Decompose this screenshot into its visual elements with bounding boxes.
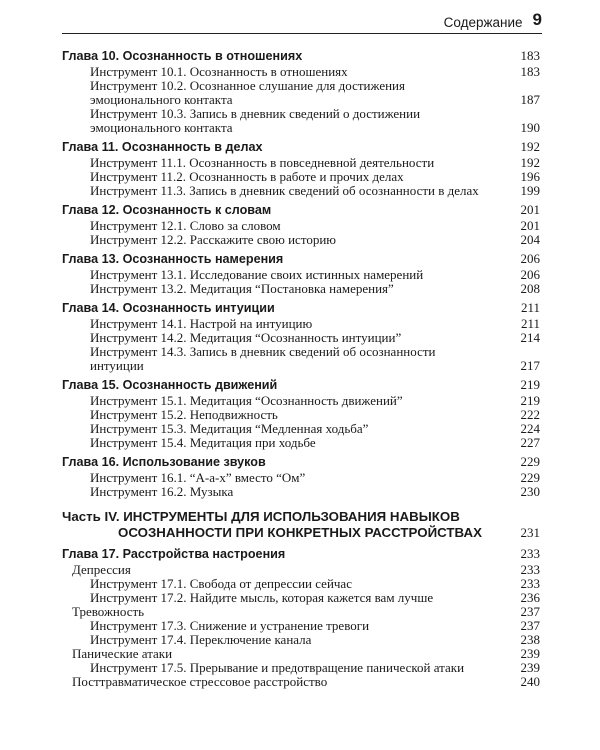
entry-title: [90, 107, 420, 135]
entry-title-line: Инструмент 15.4. Медитация при ходьбе: [90, 435, 316, 450]
entry-title-line: Инструмент 15.1. Медитация “Осознанность движений”: [90, 393, 403, 408]
page-ref: 219: [520, 393, 540, 408]
entry-title-line: Инструмент 16.2. Музыка: [90, 484, 234, 499]
toc-entry: [62, 619, 540, 633]
entry-title-line: Инструмент 14.3. Запись в дневник сведений об осознанности: [90, 344, 436, 359]
entry-title-line: Инструмент 12.2. Расскажите свою историю: [90, 232, 337, 247]
entry-title: [90, 331, 401, 345]
toc-entry: [62, 647, 540, 661]
page-ref: 183: [520, 64, 540, 79]
entry-title: [90, 65, 348, 79]
toc-entry: [62, 422, 540, 436]
entry-title-line: интуиции: [90, 358, 144, 373]
page-ref: 237: [520, 604, 540, 619]
entry-title-line: Инструмент 13.2. Медитация “Постановка намерения”: [90, 281, 394, 296]
entry-title-line: Инструмент 17.3. Снижение и устранение тревоги: [90, 618, 370, 633]
page-ref: 206: [520, 267, 540, 282]
page-number: 9: [532, 10, 542, 29]
entry-title-line: Тревожность: [72, 604, 145, 619]
entry-title: [90, 436, 316, 450]
entry-title: [90, 317, 312, 331]
toc-entry: [62, 408, 540, 422]
page-ref: 237: [520, 618, 540, 633]
page-ref: 211: [520, 300, 540, 315]
entry-title: [90, 619, 369, 633]
entry-title-line: Инструмент 14.1. Настрой на интуицию: [90, 316, 313, 331]
entry-title-line: Панические атаки: [72, 646, 173, 661]
chapter-title: Глава 13. Осознанность намерения: [62, 252, 284, 266]
running-head-title: Содержание: [443, 15, 523, 30]
page-ref: 233: [520, 562, 540, 577]
table-of-contents: [62, 47, 540, 689]
entry-title-line: Инструмент 15.3. Медитация “Медленная ходьба”: [90, 421, 369, 436]
entry-title: [72, 647, 172, 661]
entry-title: [90, 268, 423, 282]
toc-entry: [62, 268, 540, 282]
entry-title-line: Инструмент 17.5. Прерывание и предотвращение панической атаки: [90, 660, 465, 675]
entry-title: [90, 485, 233, 499]
toc-chapter: [62, 376, 540, 394]
entry-title: [90, 471, 305, 485]
page-ref: 239: [520, 660, 540, 675]
toc-entry: [62, 394, 540, 408]
entry-title: [90, 170, 404, 184]
entry-title: [90, 661, 464, 675]
entry-title: [72, 675, 327, 689]
entry-title-line: Инструмент 15.2. Неподвижность: [90, 407, 278, 422]
page-ref: 224: [520, 421, 540, 436]
toc-entry: [62, 184, 540, 198]
entry-title: [90, 184, 479, 198]
entry-title-line: Инструмент 17.2. Найдите мысль, которая кажется вам лучше: [90, 590, 434, 605]
toc-chapter: [62, 201, 540, 219]
chapter-title: Глава 12. Осознанность к словам: [62, 203, 272, 217]
part-title: [62, 509, 482, 541]
entry-title-line: Инструмент 10.2. Осознанное слушание для достижения: [90, 78, 405, 93]
entry-title: [90, 282, 394, 296]
page-ref: 236: [520, 590, 540, 605]
toc-entry: [62, 317, 540, 331]
entry-title-line: Инструмент 16.1. “А-а-х” вместо “Ом”: [90, 470, 306, 485]
toc-entry: [62, 345, 540, 373]
page-ref: 230: [520, 484, 540, 499]
entry-title-line: эмоционального контакта: [90, 120, 233, 135]
toc-chapter: [62, 47, 540, 65]
toc-entry: [62, 633, 540, 647]
entry-title-line: эмоционального контакта: [90, 92, 233, 107]
toc-entry: [62, 107, 540, 135]
entry-title-line: Инструмент 17.4. Переключение канала: [90, 632, 312, 647]
chapter-title: Глава 16. Использование звуков: [62, 455, 266, 469]
entry-title: [90, 219, 281, 233]
page-ref: 217: [520, 358, 540, 373]
toc-entry: [62, 436, 540, 450]
part-title-line: Часть IV. ИНСТРУМЕНТЫ ДЛЯ ИСПОЛЬЗОВАНИЯ НАВЫКОВ: [62, 509, 460, 524]
chapter-title: Глава 10. Осознанность в отношениях: [62, 49, 303, 63]
toc-part: [62, 509, 540, 541]
entry-title-line: Посттравматическое стрессовое расстройство: [72, 674, 328, 689]
page-ref: 187: [520, 92, 540, 107]
entry-title: [90, 577, 352, 591]
entry-title: [90, 633, 311, 647]
toc-entry: [62, 219, 540, 233]
entry-title: [72, 605, 144, 619]
toc-entry: [62, 605, 540, 619]
entry-title: [90, 233, 336, 247]
toc-chapter: [62, 545, 540, 563]
page-ref: 183: [520, 48, 540, 63]
toc-entry: [62, 563, 540, 577]
toc-entry: [62, 661, 540, 675]
entry-title: [90, 591, 433, 605]
page-ref: 239: [520, 646, 540, 661]
toc-entry: [62, 156, 540, 170]
entry-title-line: Инструмент 14.2. Медитация “Осознанность интуиции”: [90, 330, 402, 345]
entry-title: [90, 79, 405, 107]
toc-chapter: [62, 138, 540, 156]
entry-title: [90, 345, 435, 373]
toc-entry: [62, 233, 540, 247]
page-ref: 222: [520, 407, 540, 422]
toc-entry: [62, 282, 540, 296]
toc-entry: [62, 79, 540, 107]
part-title-line: ОСОЗНАННОСТИ ПРИ КОНКРЕТНЫХ РАССТРОЙСТВАХ: [118, 525, 482, 540]
page-ref: 206: [520, 251, 540, 266]
entry-title-line: Депрессия: [72, 562, 131, 577]
toc-entry: [62, 471, 540, 485]
entry-title: [90, 394, 403, 408]
running-head: [62, 0, 542, 34]
toc-chapter: [62, 453, 540, 471]
page-ref: 214: [520, 330, 540, 345]
toc-chapter: [62, 250, 540, 268]
page-ref: 233: [520, 576, 540, 591]
entry-title-line: Инструмент 10.3. Запись в дневник сведений о достижении: [90, 106, 421, 121]
entry-title-line: Инструмент 11.2. Осознанность в работе и прочих делах: [90, 169, 404, 184]
entry-title-line: Инструмент 11.3. Запись в дневник сведений об осознанности в делах: [90, 183, 479, 198]
toc-entry: [62, 331, 540, 345]
page-ref: 201: [520, 218, 540, 233]
chapter-title: Глава 11. Осознанность в делах: [62, 140, 263, 154]
page-ref: 192: [520, 139, 540, 154]
entry-title: [72, 563, 131, 577]
page-ref: 233: [520, 546, 540, 561]
page-ref: 204: [520, 232, 540, 247]
toc-entry: [62, 591, 540, 605]
page-ref: 219: [520, 377, 540, 392]
chapter-title: Глава 17. Расстройства настроения: [62, 547, 286, 561]
page-ref: 229: [520, 470, 540, 485]
entry-title-line: Инструмент 12.1. Слово за словом: [90, 218, 281, 233]
page-ref: 196: [520, 169, 540, 184]
entry-title-line: Инструмент 10.1. Осознанность в отношениях: [90, 64, 348, 79]
toc-entry: [62, 485, 540, 499]
page-ref: 229: [520, 454, 540, 469]
entry-title-line: Инструмент 13.1. Исследование своих истинных намерений: [90, 267, 424, 282]
page-ref: 199: [520, 183, 540, 198]
entry-title: [90, 408, 278, 422]
toc-entry: [62, 577, 540, 591]
toc-entry: [62, 65, 540, 79]
page-ref: 227: [520, 435, 540, 450]
page-ref: 190: [520, 120, 540, 135]
page-ref: 238: [520, 632, 540, 647]
page-ref: 192: [520, 155, 540, 170]
toc-chapter: [62, 299, 540, 317]
toc-entry: [62, 170, 540, 184]
toc-entry: [62, 675, 540, 689]
page-ref: 211: [520, 316, 540, 331]
entry-title-line: Инструмент 11.1. Осознанность в повседневной деятельности: [90, 155, 435, 170]
page-ref: 231: [520, 525, 540, 540]
chapter-title: Глава 15. Осознанность движений: [62, 378, 278, 392]
chapter-title: Глава 14. Осознанность интуиции: [62, 301, 275, 315]
page-ref: 201: [520, 202, 540, 217]
entry-title: [90, 422, 368, 436]
entry-title-line: Инструмент 17.1. Свобода от депрессии сейчас: [90, 576, 352, 591]
page-ref: 240: [520, 674, 540, 689]
page-ref: 208: [520, 281, 540, 296]
entry-title: [90, 156, 434, 170]
